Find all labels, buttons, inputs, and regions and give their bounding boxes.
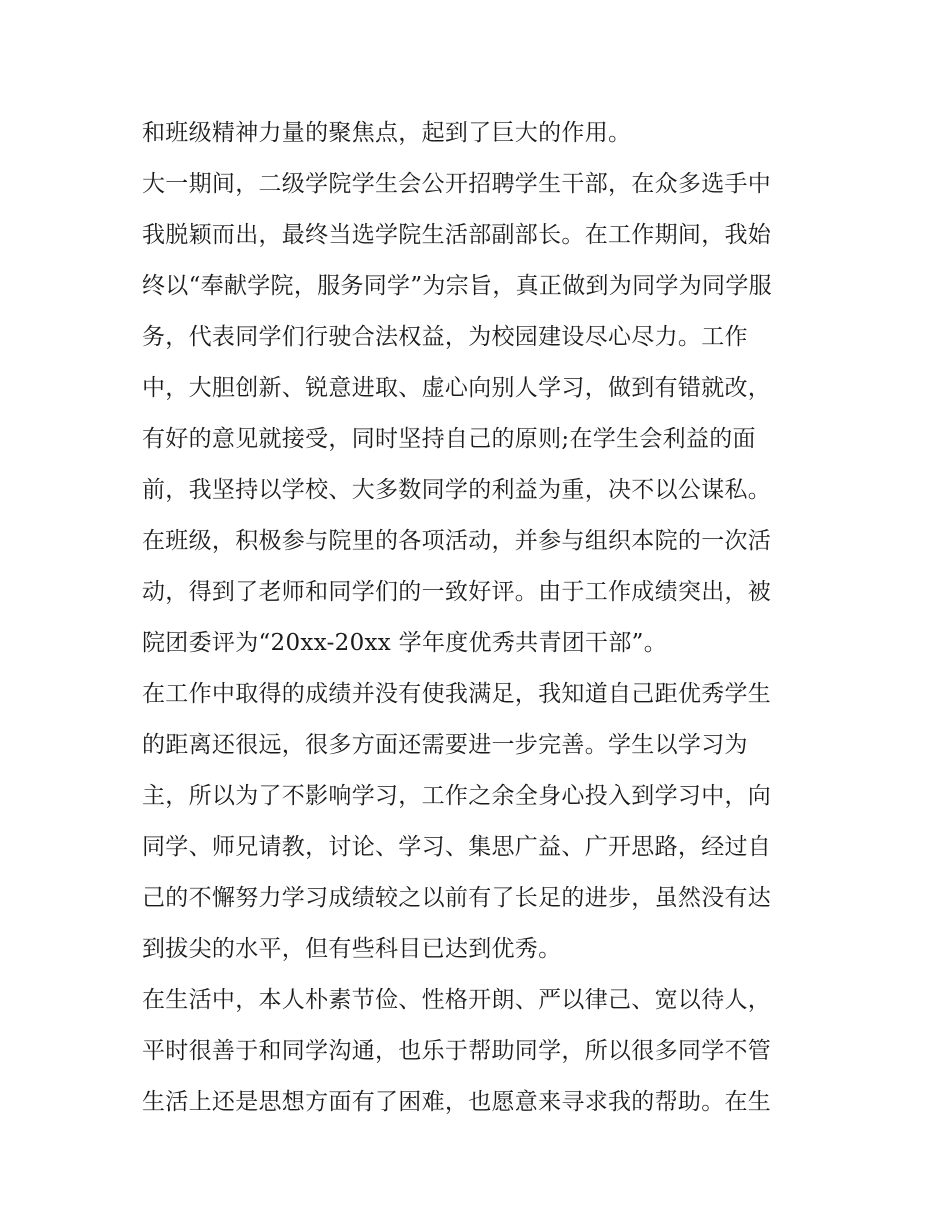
text-line-10: 动，得到了老师和同学们的一致好评。由于工作成绩突出，被 <box>142 579 772 605</box>
text-line-9: 在班级，积极参与院里的各项活动，并参与组织本院的一次活 <box>142 528 772 554</box>
text-line-18: 在生活中，本人朴素节俭、性格开朗、严以律己、宽以待人， <box>142 987 772 1013</box>
text-line-12: 在工作中取得的成绩并没有使我满足，我知道自己距优秀学生 <box>142 681 772 707</box>
text-line-20: 生活上还是思想方面有了困难，也愿意来寻求我的帮助。在生 <box>142 1089 772 1115</box>
text-line-13: 的距离还很远，很多方面还需要进一步完善。学生以学习为 <box>142 732 748 758</box>
text-line-1: 和班级精神力量的聚焦点，起到了巨大的作用。 <box>142 120 632 146</box>
text-line-3: 我脱颖而出，最终当选学院生活部副部长。在工作期间，我始 <box>142 222 772 248</box>
text-line-2: 大一期间，二级学院学生会公开招聘学生干部，在众多选手中 <box>142 171 772 197</box>
text-line-8: 前，我坚持以学校、大多数同学的利益为重，决不以公谋私。 <box>142 477 772 503</box>
text-line-17: 到拔尖的水平，但有些科目已达到优秀。 <box>142 936 562 962</box>
text-line-16: 己的不懈努力学习成绩较之以前有了长足的进步，虽然没有达 <box>142 885 772 911</box>
text-line-4: 终以“奉献学院，服务同学”为宗旨，真正做到为同学为同学服 <box>142 273 772 299</box>
document-body <box>142 108 822 1128</box>
text-line-7: 有好的意见就接受，同时坚持自己的原则;在学生会利益的面 <box>142 426 756 452</box>
text-line-11: 院团委评为“20xx-20xx 学年度优秀共青团干部”。 <box>142 630 668 656</box>
text-line-19: 平时很善于和同学沟通，也乐于帮助同学，所以很多同学不管 <box>142 1038 772 1064</box>
text-line-6: 中，大胆创新、锐意进取、虚心向别人学习，做到有错就改， <box>142 375 772 401</box>
text-line-15: 同学、师兄请教，讨论、学习、集思广益、广开思路，经过自 <box>142 834 772 860</box>
text-line-14: 主，所以为了不影响学习，工作之余全身心投入到学习中，向 <box>142 783 772 809</box>
text-line-5: 务，代表同学们行驶合法权益，为校园建设尽心尽力。工作 <box>142 324 748 350</box>
